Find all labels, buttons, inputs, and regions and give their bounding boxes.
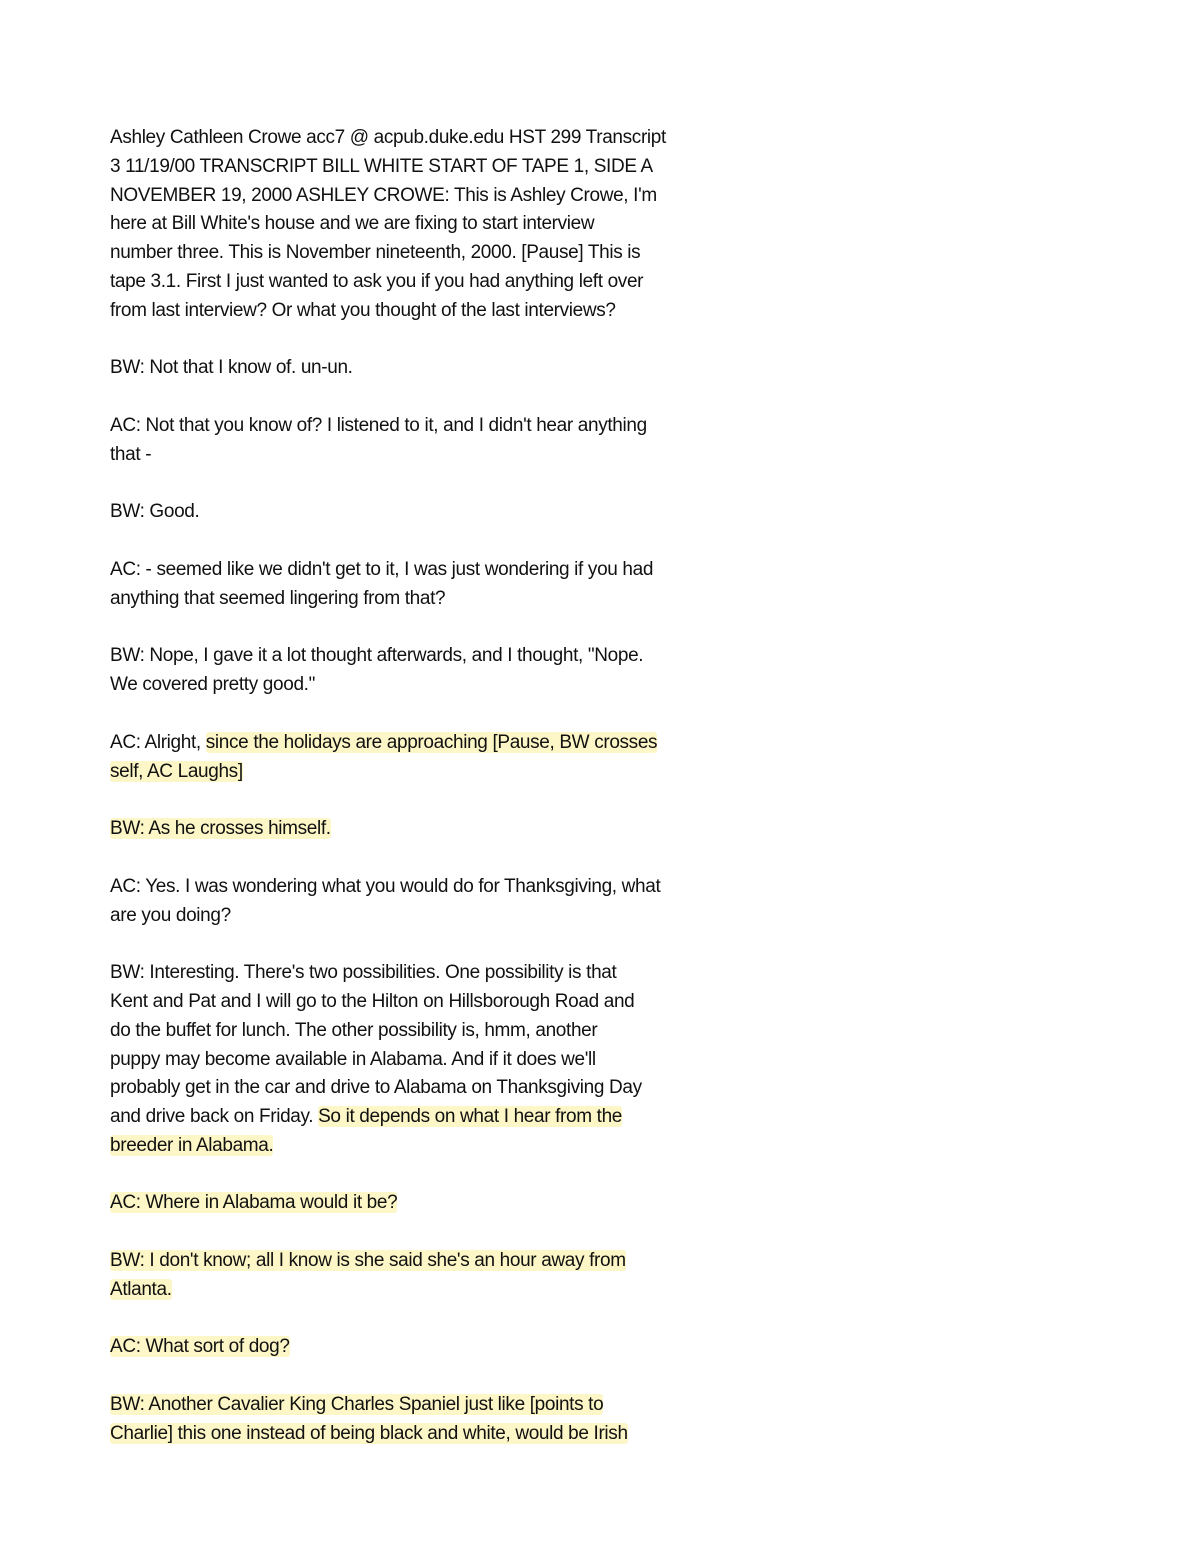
text-segment: puppy may become available in Alabama. And if it does we'll — [110, 1048, 596, 1070]
text-segment: from last interview? Or what you thought of the last interviews? — [110, 299, 616, 321]
highlighted-text: Charlie] this one instead of being black and white, would be Irish — [110, 1422, 628, 1444]
paragraph-gap — [110, 1161, 770, 1190]
text-line — [110, 959, 770, 988]
highlighted-text: So it depends on what I hear from the — [318, 1106, 623, 1128]
text-line — [110, 902, 770, 931]
text-segment: are you doing? — [110, 904, 231, 926]
highlighted-text: BW: Another Cavalier King Charles Spaniel just like [points to — [110, 1394, 604, 1416]
highlighted-text: self, AC Laughs] — [110, 760, 243, 782]
text-segment: AC: Alright, — [110, 731, 206, 753]
transcript-paragraph — [110, 1333, 770, 1362]
text-line — [110, 1276, 770, 1305]
text-line — [110, 556, 770, 585]
paragraph-gap — [110, 700, 770, 729]
text-segment: BW: Not that I know of. un-un. — [110, 357, 353, 379]
text-line — [110, 297, 770, 326]
text-line — [110, 1189, 770, 1218]
paragraph-gap — [110, 1362, 770, 1391]
text-segment: BW: Nope, I gave it a lot thought afterwards, and I thought, "Nope. — [110, 645, 644, 667]
text-segment: NOVEMBER 19, 2000 ASHLEY CROWE: This is Ashley Crowe, I'm — [110, 184, 657, 206]
paragraph-gap — [110, 326, 770, 355]
paragraph-gap — [110, 930, 770, 959]
text-line — [110, 642, 770, 671]
text-segment: 3 11/19/00 TRANSCRIPT BILL WHITE START OF TAPE 1, SIDE A — [110, 155, 653, 177]
paragraph-gap — [110, 786, 770, 815]
text-line — [110, 441, 770, 470]
text-line — [110, 210, 770, 239]
text-segment: tape 3.1. First I just wanted to ask you if you had anything left over — [110, 270, 644, 292]
text-line — [110, 182, 770, 211]
transcript-paragraph — [110, 354, 770, 383]
text-line — [110, 268, 770, 297]
text-line — [110, 585, 770, 614]
text-segment: number three. This is November nineteenth, 2000. [Pause] This is — [110, 242, 641, 264]
text-line — [110, 873, 770, 902]
text-line — [110, 729, 770, 758]
paragraph-gap — [110, 1305, 770, 1334]
transcript-paragraph — [110, 498, 770, 527]
text-segment: anything that seemed lingering from that? — [110, 587, 446, 609]
text-segment: Ashley Cathleen Crowe acc7 @ acpub.duke.edu HST 299 Transcript — [110, 127, 666, 148]
text-line — [110, 671, 770, 700]
text-segment: We covered pretty good." — [110, 674, 315, 696]
text-line — [110, 1017, 770, 1046]
text-line — [110, 815, 770, 844]
text-line — [110, 1247, 770, 1276]
text-line — [110, 412, 770, 441]
text-line — [110, 153, 770, 182]
text-line — [110, 354, 770, 383]
transcript-paragraph — [110, 1189, 770, 1218]
highlighted-text: since the holidays are approaching [Pause, BW crosses — [205, 731, 658, 753]
text-segment: AC: - seemed like we didn't get to it, I was just wondering if you had — [110, 558, 654, 580]
transcript-paragraph — [110, 729, 770, 787]
text-line — [110, 1074, 770, 1103]
paragraph-gap — [110, 470, 770, 499]
transcript-paragraph — [110, 815, 770, 844]
text-segment: that - — [110, 443, 152, 465]
paragraph-gap — [110, 383, 770, 412]
text-line — [110, 758, 770, 787]
text-line — [110, 1103, 770, 1132]
transcript-paragraph — [110, 642, 770, 700]
text-line — [110, 498, 770, 527]
transcript-paragraph — [110, 1391, 770, 1449]
transcript-paragraph — [110, 959, 770, 1161]
transcript-paragraph — [110, 556, 770, 614]
transcript-paragraph — [110, 873, 770, 931]
text-line — [110, 1132, 770, 1161]
text-segment: AC: Not that you know of? I listened to it, and I didn't hear anything — [110, 414, 647, 436]
highlighted-text: AC: What sort of dog? — [110, 1336, 290, 1358]
text-segment: probably get in the car and drive to Alabama on Thanksgiving Day — [110, 1077, 642, 1099]
text-line — [110, 1333, 770, 1362]
text-line — [110, 1420, 770, 1449]
text-line — [110, 1046, 770, 1075]
text-segment: Kent and Pat and I will go to the Hilton on Hillsborough Road and — [110, 990, 635, 1012]
highlighted-text: BW: I don't know; all I know is she said she's an hour away from — [110, 1250, 626, 1272]
text-segment: BW: Interesting. There's two possibilities. One possibility is that — [110, 962, 617, 984]
text-line — [110, 988, 770, 1017]
text-segment: here at Bill White's house and we are fixing to start interview — [110, 213, 595, 235]
paragraph-gap — [110, 614, 770, 643]
paragraph-gap — [110, 844, 770, 873]
transcript-page — [110, 124, 770, 1449]
highlighted-text: Atlanta. — [110, 1278, 172, 1300]
paragraph-gap — [110, 1218, 770, 1247]
text-segment: AC: Yes. I was wondering what you would do for Thanksgiving, what — [110, 875, 661, 897]
highlighted-text: breeder in Alabama. — [110, 1134, 274, 1156]
transcript-paragraph — [110, 412, 770, 470]
text-line — [110, 239, 770, 268]
text-segment: and drive back on Friday. — [110, 1106, 319, 1128]
highlighted-text: BW: As he crosses himself. — [110, 818, 331, 840]
text-segment: BW: Good. — [110, 501, 200, 523]
highlighted-text: AC: Where in Alabama would it be? — [110, 1192, 398, 1214]
transcript-paragraph — [110, 124, 770, 326]
text-segment: do the buffet for lunch. The other possibility is, hmm, another — [110, 1019, 598, 1041]
text-line — [110, 1391, 770, 1420]
text-line — [110, 124, 770, 153]
paragraph-gap — [110, 527, 770, 556]
transcript-paragraph — [110, 1247, 770, 1305]
